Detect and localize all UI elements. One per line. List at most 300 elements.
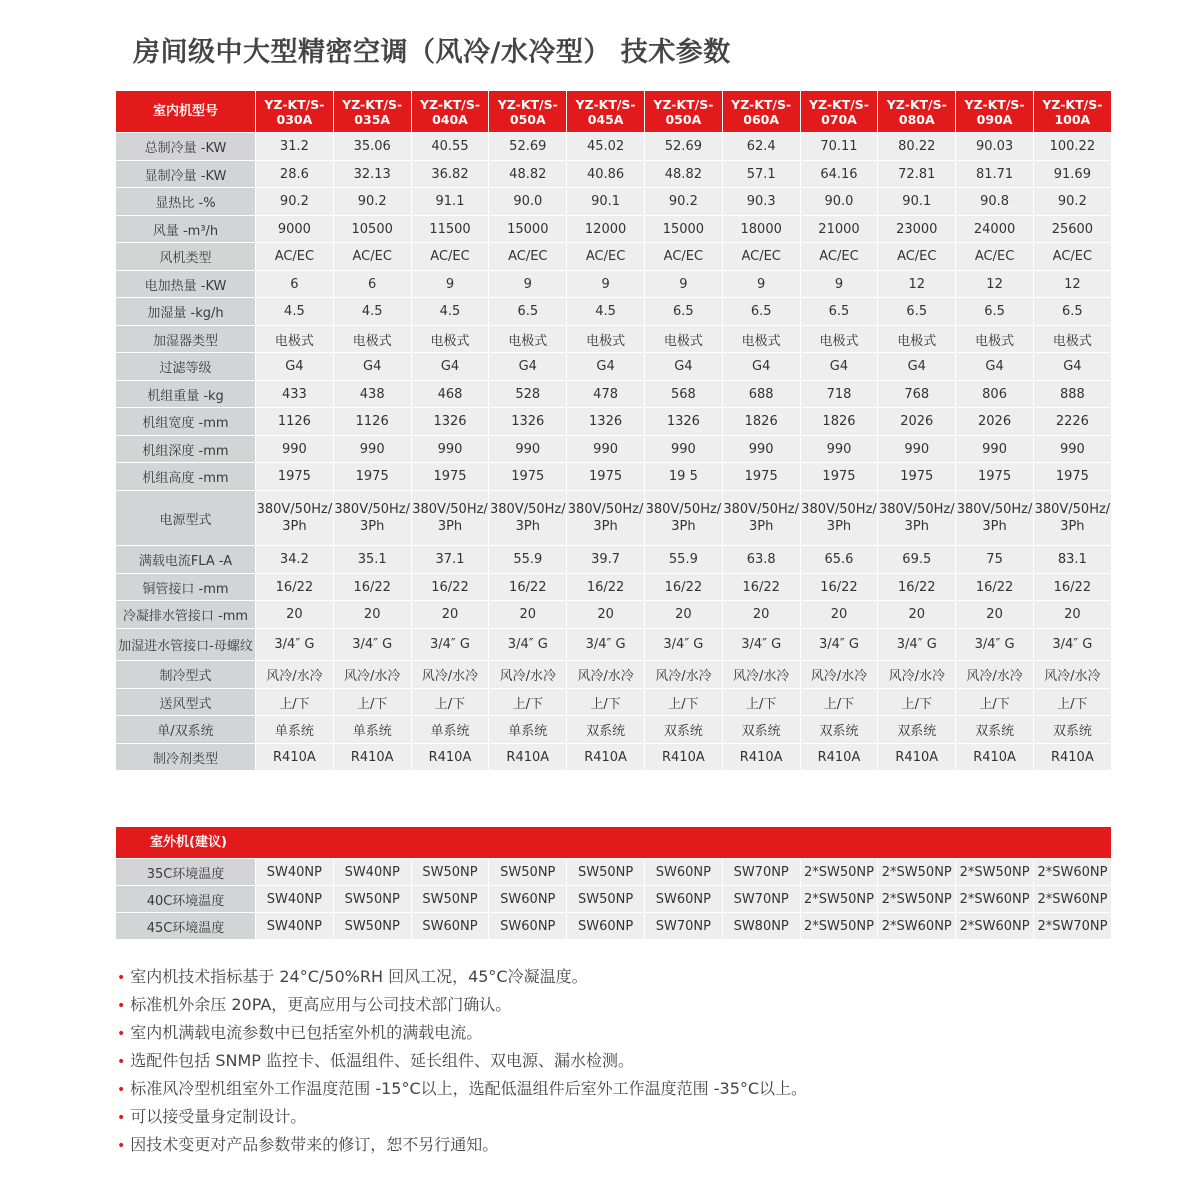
note-text: 室内机满载电流参数中已包括室外机的满载电流。 xyxy=(130,1023,483,1042)
table-cell: 990 xyxy=(956,436,1034,463)
model-header: YZ-KT/S- 045A xyxy=(567,91,645,133)
table-cell: 电极式 xyxy=(878,326,956,353)
table-cell: 双系统 xyxy=(567,716,645,744)
table-cell: 6.5 xyxy=(644,298,722,326)
row-label: 35C环境温度 xyxy=(116,859,256,886)
table-cell: SW70NP xyxy=(722,886,800,913)
table-cell: SW50NP xyxy=(411,886,489,913)
table-cell: 2026 xyxy=(878,408,956,436)
table-cell: 380V/50Hz/ 3Ph xyxy=(567,491,645,546)
table-cell: 888 xyxy=(1033,381,1111,408)
table-cell: 688 xyxy=(722,381,800,408)
table-cell: 16/22 xyxy=(1033,574,1111,601)
table-cell: 12 xyxy=(878,271,956,298)
table-cell: 90.1 xyxy=(567,188,645,216)
table-row xyxy=(116,326,1112,353)
table-cell: 1975 xyxy=(1033,463,1111,491)
table-cell: 20 xyxy=(878,601,956,629)
table-cell: AC/EC xyxy=(956,243,1034,271)
table-cell: AC/EC xyxy=(722,243,800,271)
table-cell: 32.13 xyxy=(333,161,411,188)
table-cell: 1326 xyxy=(644,408,722,436)
table-cell: 1975 xyxy=(878,463,956,491)
table-cell: 3/4″ G xyxy=(256,629,334,661)
note-text: 选配件包括 SNMP 监控卡、低温组件、延长组件、双电源、漏水检测。 xyxy=(130,1051,635,1070)
table-cell: 1975 xyxy=(956,463,1034,491)
table-cell: 电极式 xyxy=(489,326,567,353)
table-cell: 1975 xyxy=(411,463,489,491)
row-label: 满载电流FLA -A xyxy=(116,546,256,574)
bullet-icon: • xyxy=(117,1082,126,1098)
table-cell: R410A xyxy=(956,744,1034,771)
table-row xyxy=(116,629,1112,661)
table-cell: 电极式 xyxy=(256,326,334,353)
table-cell: 75 xyxy=(956,546,1034,574)
table-row xyxy=(116,716,1112,744)
table-cell: 2226 xyxy=(1033,408,1111,436)
row-label: 电源型式 xyxy=(116,491,256,546)
table-cell: R410A xyxy=(800,744,878,771)
row-label: 机组深度 -mm xyxy=(116,436,256,463)
row-label: 铜管接口 -mm xyxy=(116,574,256,601)
note-item xyxy=(117,1047,807,1075)
note-text: 可以接受量身定制设计。 xyxy=(130,1107,307,1126)
table-cell: 3/4″ G xyxy=(722,629,800,661)
row-label: 45C环境温度 xyxy=(116,913,256,940)
row-label: 冷凝排水管接口 -mm xyxy=(116,601,256,629)
table-cell: 90.2 xyxy=(333,188,411,216)
table-cell: 风冷/水冷 xyxy=(644,661,722,689)
row-label: 送风型式 xyxy=(116,689,256,716)
table-cell: SW40NP xyxy=(333,859,411,886)
table-cell: 上/下 xyxy=(1033,689,1111,716)
table-cell: G4 xyxy=(800,353,878,381)
table-cell: 990 xyxy=(644,436,722,463)
table-cell: 31.2 xyxy=(256,133,334,161)
table-cell: 上/下 xyxy=(722,689,800,716)
table-row xyxy=(116,859,1112,886)
table-cell: G4 xyxy=(333,353,411,381)
table-cell: 48.82 xyxy=(644,161,722,188)
table-cell: 电极式 xyxy=(644,326,722,353)
table-row xyxy=(116,353,1112,381)
table-cell: 55.9 xyxy=(644,546,722,574)
row-label: 过滤等级 xyxy=(116,353,256,381)
table-cell: 72.81 xyxy=(878,161,956,188)
model-header: YZ-KT/S- 100A xyxy=(1033,91,1111,133)
row-label: 显热比 -% xyxy=(116,188,256,216)
table-header-row xyxy=(116,91,1112,133)
table-cell: 40.86 xyxy=(567,161,645,188)
table-row xyxy=(116,744,1112,771)
table-cell: 9 xyxy=(800,271,878,298)
indoor-spec-table xyxy=(115,90,1112,771)
table-cell: 90.2 xyxy=(1033,188,1111,216)
table-cell: 63.8 xyxy=(722,546,800,574)
table-cell: 9 xyxy=(411,271,489,298)
table-cell: 2*SW60NP xyxy=(1033,886,1111,913)
table-cell: 35.1 xyxy=(333,546,411,574)
table-cell: 3/4″ G xyxy=(489,629,567,661)
table-cell: 2*SW60NP xyxy=(956,913,1034,940)
model-header: YZ-KT/S- 090A xyxy=(956,91,1034,133)
table-row xyxy=(116,216,1112,243)
table-cell: SW60NP xyxy=(644,859,722,886)
table-cell: 16/22 xyxy=(800,574,878,601)
table-cell: 单系统 xyxy=(256,716,334,744)
model-header: YZ-KT/S- 030A xyxy=(256,91,334,133)
row-label: 制冷型式 xyxy=(116,661,256,689)
table-cell: 90.03 xyxy=(956,133,1034,161)
table-cell: 52.69 xyxy=(644,133,722,161)
table-cell: SW50NP xyxy=(411,859,489,886)
row-label: 风量 -m³/h xyxy=(116,216,256,243)
table-cell: 90.8 xyxy=(956,188,1034,216)
outdoor-unit-table xyxy=(115,826,1112,940)
row-label: 40C环境温度 xyxy=(116,886,256,913)
table-cell: 16/22 xyxy=(256,574,334,601)
table-cell: 15000 xyxy=(644,216,722,243)
table-cell: 2*SW50NP xyxy=(800,886,878,913)
table-cell: 380V/50Hz/ 3Ph xyxy=(956,491,1034,546)
table-cell: AC/EC xyxy=(644,243,722,271)
table-cell: 91.69 xyxy=(1033,161,1111,188)
table-cell: SW50NP xyxy=(567,886,645,913)
table-cell: 16/22 xyxy=(567,574,645,601)
bullet-icon: • xyxy=(117,1054,126,1070)
table-cell: 2*SW70NP xyxy=(1033,913,1111,940)
row-label: 机组宽度 -mm xyxy=(116,408,256,436)
table-cell: R410A xyxy=(644,744,722,771)
table-cell: 风冷/水冷 xyxy=(1033,661,1111,689)
table-cell: SW40NP xyxy=(256,886,334,913)
table-cell: 风冷/水冷 xyxy=(878,661,956,689)
table-cell: 2*SW50NP xyxy=(800,913,878,940)
table-cell: 380V/50Hz/ 3Ph xyxy=(1033,491,1111,546)
table-cell: 528 xyxy=(489,381,567,408)
table-cell: 6.5 xyxy=(489,298,567,326)
table-cell: 90.0 xyxy=(800,188,878,216)
table-cell: 15000 xyxy=(489,216,567,243)
page-title: 房间级中大型精密空调（风冷/水冷型） 技术参数 xyxy=(133,37,731,68)
table-cell: AC/EC xyxy=(256,243,334,271)
table-cell: 双系统 xyxy=(800,716,878,744)
table-cell: 1826 xyxy=(722,408,800,436)
row-label: 风机类型 xyxy=(116,243,256,271)
table-cell: 风冷/水冷 xyxy=(722,661,800,689)
table-cell: 6.5 xyxy=(800,298,878,326)
note-text: 标准机外余压 20PA，更高应用与公司技术部门确认。 xyxy=(130,995,512,1014)
table-cell: 100.22 xyxy=(1033,133,1111,161)
table-cell: 风冷/水冷 xyxy=(411,661,489,689)
table-cell: 3/4″ G xyxy=(956,629,1034,661)
table-cell: 6.5 xyxy=(722,298,800,326)
table-cell: 1326 xyxy=(489,408,567,436)
table-cell: 20 xyxy=(800,601,878,629)
table-cell: 电极式 xyxy=(722,326,800,353)
table-cell: 19 5 xyxy=(644,463,722,491)
row-label: 显制冷量 -KW xyxy=(116,161,256,188)
table-cell: 21000 xyxy=(800,216,878,243)
note-item xyxy=(117,963,807,991)
table-cell: 1126 xyxy=(256,408,334,436)
table-cell: 45.02 xyxy=(567,133,645,161)
table-cell: 24000 xyxy=(956,216,1034,243)
table-cell: G4 xyxy=(644,353,722,381)
table-cell: AC/EC xyxy=(567,243,645,271)
table-cell: SW40NP xyxy=(256,859,334,886)
table-cell: 36.82 xyxy=(411,161,489,188)
table-cell: 1326 xyxy=(411,408,489,436)
model-header: YZ-KT/S- 040A xyxy=(411,91,489,133)
table-cell: 37.1 xyxy=(411,546,489,574)
table-cell: 16/22 xyxy=(878,574,956,601)
row-label: 加湿量 -kg/h xyxy=(116,298,256,326)
table-cell: R410A xyxy=(489,744,567,771)
table-cell: 990 xyxy=(333,436,411,463)
table-cell: 39.7 xyxy=(567,546,645,574)
table-row xyxy=(116,491,1112,546)
model-header: YZ-KT/S- 060A xyxy=(722,91,800,133)
table-cell: 双系统 xyxy=(644,716,722,744)
table-cell: 6.5 xyxy=(956,298,1034,326)
table-row xyxy=(116,188,1112,216)
table-cell: 双系统 xyxy=(878,716,956,744)
table-cell: 上/下 xyxy=(333,689,411,716)
table-cell: SW50NP xyxy=(333,886,411,913)
table-cell: 2026 xyxy=(956,408,1034,436)
table-cell: 90.2 xyxy=(644,188,722,216)
table-cell: G4 xyxy=(489,353,567,381)
note-item xyxy=(117,1131,807,1159)
table-cell: 2*SW60NP xyxy=(1033,859,1111,886)
table-cell: 6 xyxy=(333,271,411,298)
table-cell: 990 xyxy=(800,436,878,463)
header-label: 室外机(建议) xyxy=(116,827,1112,859)
table-cell: 4.5 xyxy=(567,298,645,326)
table-cell: 768 xyxy=(878,381,956,408)
table-cell: 12 xyxy=(1033,271,1111,298)
table-cell: SW70NP xyxy=(644,913,722,940)
bullet-icon: • xyxy=(117,998,126,1014)
table-cell: G4 xyxy=(567,353,645,381)
table-cell: AC/EC xyxy=(489,243,567,271)
table-cell: 3/4″ G xyxy=(333,629,411,661)
row-label: 制冷剂类型 xyxy=(116,744,256,771)
table-cell: AC/EC xyxy=(411,243,489,271)
row-label: 加湿进水管接口-母螺纹 xyxy=(116,629,256,661)
table-cell: G4 xyxy=(1033,353,1111,381)
table-row xyxy=(116,689,1112,716)
table-cell: 4.5 xyxy=(411,298,489,326)
table-cell: 34.2 xyxy=(256,546,334,574)
note-item xyxy=(117,991,807,1019)
row-label: 总制冷量 -KW xyxy=(116,133,256,161)
table-cell: 90.0 xyxy=(489,188,567,216)
table-cell: 上/下 xyxy=(411,689,489,716)
table-cell: 电极式 xyxy=(567,326,645,353)
table-cell: 2*SW60NP xyxy=(956,886,1034,913)
table-cell: 90.3 xyxy=(722,188,800,216)
table-cell: 380V/50Hz/ 3Ph xyxy=(722,491,800,546)
model-header: YZ-KT/S- 050A xyxy=(489,91,567,133)
table-cell: 4.5 xyxy=(256,298,334,326)
table-cell: 64.16 xyxy=(800,161,878,188)
table-cell: SW60NP xyxy=(567,913,645,940)
table-cell: 380V/50Hz/ 3Ph xyxy=(256,491,334,546)
table-cell: 62.4 xyxy=(722,133,800,161)
table-cell: 990 xyxy=(411,436,489,463)
table-cell: 20 xyxy=(333,601,411,629)
table-cell: 电极式 xyxy=(333,326,411,353)
table-cell: 65.6 xyxy=(800,546,878,574)
table-cell: SW80NP xyxy=(722,913,800,940)
table-cell: 双系统 xyxy=(722,716,800,744)
note-text: 标准风冷型机组室外工作温度范围 -15°C以上，选配低温组件后室外工作温度范围 -35°C以上。 xyxy=(130,1079,808,1098)
table-cell: 70.11 xyxy=(800,133,878,161)
table-cell: 468 xyxy=(411,381,489,408)
table-cell: SW70NP xyxy=(722,859,800,886)
table-cell: 11500 xyxy=(411,216,489,243)
table-row xyxy=(116,601,1112,629)
row-label: 电加热量 -KW xyxy=(116,271,256,298)
model-header: YZ-KT/S- 070A xyxy=(800,91,878,133)
table-cell: 上/下 xyxy=(878,689,956,716)
table-cell: 380V/50Hz/ 3Ph xyxy=(644,491,722,546)
table-cell: 单系统 xyxy=(489,716,567,744)
table-cell: 568 xyxy=(644,381,722,408)
table-cell: 6 xyxy=(256,271,334,298)
table-row xyxy=(116,408,1112,436)
table-cell: 4.5 xyxy=(333,298,411,326)
table-cell: 16/22 xyxy=(956,574,1034,601)
table-cell: SW60NP xyxy=(489,913,567,940)
table-cell: 438 xyxy=(333,381,411,408)
table-cell: 380V/50Hz/ 3Ph xyxy=(411,491,489,546)
table-cell: 双系统 xyxy=(1033,716,1111,744)
table-cell: 上/下 xyxy=(956,689,1034,716)
table-row xyxy=(116,243,1112,271)
table-cell: 69.5 xyxy=(878,546,956,574)
table-cell: 上/下 xyxy=(256,689,334,716)
table-cell: SW50NP xyxy=(489,859,567,886)
table-cell: SW40NP xyxy=(256,913,334,940)
table-cell: 风冷/水冷 xyxy=(800,661,878,689)
table-cell: 433 xyxy=(256,381,334,408)
table-cell: R410A xyxy=(878,744,956,771)
table-cell: 990 xyxy=(567,436,645,463)
table-cell: 16/22 xyxy=(489,574,567,601)
note-item xyxy=(117,1075,807,1103)
bullet-icon: • xyxy=(117,1026,126,1042)
table-cell: 9 xyxy=(722,271,800,298)
table-cell: R410A xyxy=(567,744,645,771)
bullet-icon: • xyxy=(117,1138,126,1154)
table-cell: 3/4″ G xyxy=(567,629,645,661)
table-cell: 718 xyxy=(800,381,878,408)
table-cell: G4 xyxy=(411,353,489,381)
table-cell: 上/下 xyxy=(800,689,878,716)
table-cell: 9 xyxy=(489,271,567,298)
table-cell: 3/4″ G xyxy=(800,629,878,661)
table-cell: 990 xyxy=(878,436,956,463)
table-cell: 9 xyxy=(644,271,722,298)
table-row xyxy=(116,546,1112,574)
table-row xyxy=(116,574,1112,601)
table-cell: 1975 xyxy=(489,463,567,491)
table-cell: 806 xyxy=(956,381,1034,408)
header-label: 室内机型号 xyxy=(116,91,256,133)
table-row xyxy=(116,381,1112,408)
table-cell: 81.71 xyxy=(956,161,1034,188)
table-cell: R410A xyxy=(722,744,800,771)
table-cell: 1975 xyxy=(567,463,645,491)
table-cell: 2*SW50NP xyxy=(878,886,956,913)
table-cell: 35.06 xyxy=(333,133,411,161)
table-row xyxy=(116,886,1112,913)
table-cell: 20 xyxy=(722,601,800,629)
table-cell: 1975 xyxy=(333,463,411,491)
table-cell: SW60NP xyxy=(489,886,567,913)
table-cell: G4 xyxy=(256,353,334,381)
table-row xyxy=(116,436,1112,463)
table-cell: 风冷/水冷 xyxy=(956,661,1034,689)
table-cell: 风冷/水冷 xyxy=(489,661,567,689)
table-cell: 电极式 xyxy=(411,326,489,353)
table-cell: 80.22 xyxy=(878,133,956,161)
table-cell: 20 xyxy=(411,601,489,629)
table-cell: 20 xyxy=(256,601,334,629)
bullet-icon: • xyxy=(117,1110,126,1126)
table-cell: 18000 xyxy=(722,216,800,243)
table-cell: 3/4″ G xyxy=(411,629,489,661)
table-cell: 90.2 xyxy=(256,188,334,216)
table-cell: 3/4″ G xyxy=(644,629,722,661)
table-cell: 380V/50Hz/ 3Ph xyxy=(878,491,956,546)
note-item xyxy=(117,1019,807,1047)
table-row xyxy=(116,913,1112,940)
table-cell: AC/EC xyxy=(878,243,956,271)
row-label: 机组高度 -mm xyxy=(116,463,256,491)
table-cell: 上/下 xyxy=(567,689,645,716)
table-cell: 25600 xyxy=(1033,216,1111,243)
table-cell: 3/4″ G xyxy=(1033,629,1111,661)
table-cell: 990 xyxy=(489,436,567,463)
bullet-icon: • xyxy=(117,970,126,986)
table-cell: 20 xyxy=(956,601,1034,629)
row-label: 加湿器类型 xyxy=(116,326,256,353)
model-header: YZ-KT/S- 050A xyxy=(644,91,722,133)
table-cell: R410A xyxy=(411,744,489,771)
table-cell: AC/EC xyxy=(333,243,411,271)
table-cell: 91.1 xyxy=(411,188,489,216)
table-cell: 2*SW50NP xyxy=(956,859,1034,886)
table-row xyxy=(116,298,1112,326)
table-cell: 1975 xyxy=(722,463,800,491)
table-cell: 20 xyxy=(644,601,722,629)
table-row xyxy=(116,133,1112,161)
table-cell: G4 xyxy=(878,353,956,381)
table-cell: 12000 xyxy=(567,216,645,243)
model-header: YZ-KT/S- 035A xyxy=(333,91,411,133)
model-header: YZ-KT/S- 080A xyxy=(878,91,956,133)
table-cell: 10500 xyxy=(333,216,411,243)
table-cell: 90.1 xyxy=(878,188,956,216)
table-cell: 83.1 xyxy=(1033,546,1111,574)
table-cell: 电极式 xyxy=(1033,326,1111,353)
table-cell: 双系统 xyxy=(956,716,1034,744)
table-cell: SW60NP xyxy=(644,886,722,913)
